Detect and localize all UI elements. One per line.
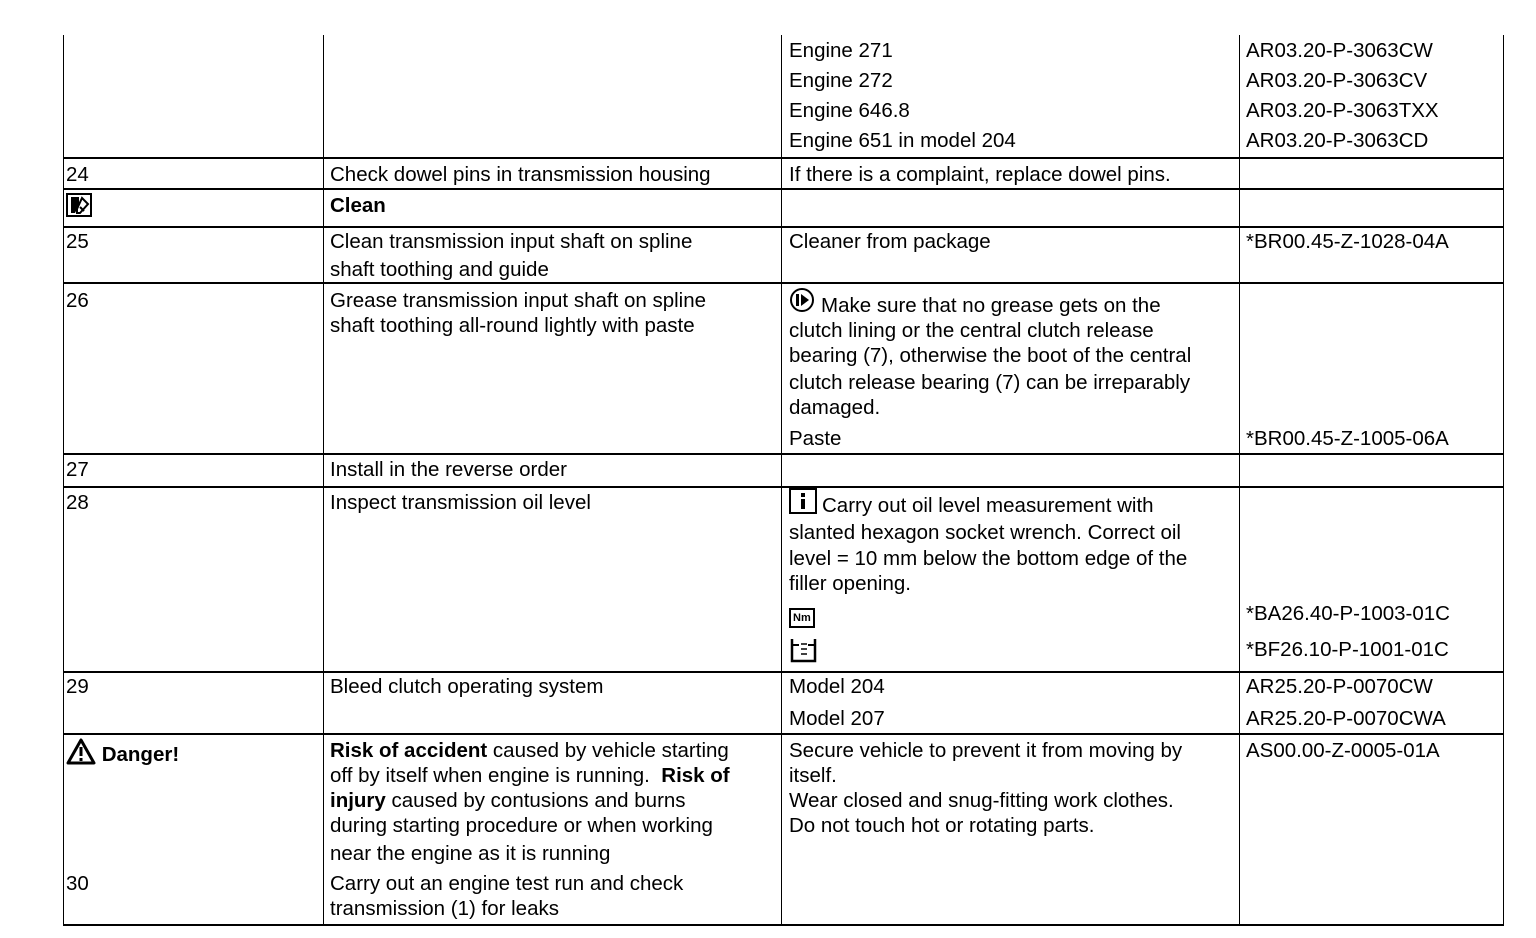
- step-text: Carry out an engine test run and check: [330, 872, 684, 895]
- note-text: Do not touch hot or rotating parts.: [789, 814, 1095, 837]
- reference-link[interactable]: AR03.20-P-3063CV: [1246, 69, 1428, 92]
- step-text: transmission (1) for leaks: [330, 897, 559, 920]
- reference-link[interactable]: *BR00.45-Z-1005-06A: [1246, 427, 1449, 450]
- row-border: [63, 733, 1504, 735]
- danger-text-line: during starting procedure or when working: [330, 814, 713, 837]
- danger-text-line: injury caused by contusions and burns: [330, 789, 686, 812]
- clean-procedure-icon: [66, 193, 92, 220]
- row-border: [63, 486, 1504, 488]
- step-text: Grease transmission input shaft on spline: [330, 289, 707, 312]
- note-text: filler opening.: [789, 572, 911, 595]
- note-text: clutch release bearing (7) can be irreparably: [789, 371, 1191, 394]
- note-text: level = 10 mm below the bottom edge of the: [789, 547, 1188, 570]
- engine-label: Engine 271: [789, 39, 893, 62]
- engine-label: Engine 651 in model 204: [789, 129, 1016, 152]
- engine-label: Engine 646.8: [789, 99, 910, 122]
- row-border: [63, 924, 1504, 926]
- col-border-right: [1503, 35, 1504, 926]
- warning-triangle-icon: [66, 738, 96, 765]
- capacity-icon: [789, 636, 819, 667]
- step-note: Cleaner from package: [789, 230, 991, 253]
- step-note: Paste: [789, 427, 842, 450]
- col-border-3: [781, 35, 782, 926]
- note-text: Wear closed and snug-fitting work clothes.: [789, 789, 1174, 812]
- step-number: 30: [66, 872, 89, 895]
- model-label: Model 204: [789, 675, 885, 698]
- col-border-left: [63, 35, 64, 926]
- row-border: [63, 188, 1504, 190]
- section-heading: Clean: [330, 194, 386, 217]
- info-icon: [789, 488, 817, 517]
- note-text: bearing (7), otherwise the boot of the central: [789, 344, 1192, 367]
- reference-link[interactable]: AR03.20-P-3063CW: [1246, 39, 1433, 62]
- note-text: clutch lining or the central clutch release: [789, 319, 1154, 342]
- step-text: Install in the reverse order: [330, 458, 568, 481]
- reference-link[interactable]: AR25.20-P-0070CW: [1246, 675, 1433, 698]
- reference-link[interactable]: AR03.20-P-3063CD: [1246, 129, 1429, 152]
- torque-icon: Nm: [789, 602, 815, 628]
- step-text: shaft toothing and guide: [330, 258, 549, 281]
- reference-link[interactable]: *BA26.40-P-1003-01C: [1246, 602, 1450, 625]
- reference-link[interactable]: AR03.20-P-3063TXX: [1246, 99, 1439, 122]
- step-number: 25: [66, 230, 89, 253]
- reference-link[interactable]: *BR00.45-Z-1028-04A: [1246, 230, 1449, 253]
- row-border: [63, 157, 1504, 159]
- step-number: 28: [66, 491, 89, 514]
- note-arrow-icon: [789, 287, 815, 316]
- note-text: slanted hexagon socket wrench. Correct oil: [789, 521, 1181, 544]
- note-text: Carry out oil level measurement with: [822, 494, 1154, 517]
- row-border: [63, 453, 1504, 455]
- note-text: Make sure that no grease gets on the: [821, 294, 1161, 317]
- step-number: 29: [66, 675, 89, 698]
- row-border: [63, 226, 1504, 228]
- step-number: 27: [66, 458, 89, 481]
- col-border-4: [1239, 35, 1240, 926]
- step-text: shaft toothing all-round lightly with paste: [330, 314, 695, 337]
- danger-warning: [66, 738, 179, 767]
- step-text: Clean transmission input shaft on spline: [330, 230, 693, 253]
- note-text: damaged.: [789, 396, 881, 419]
- engine-label: Engine 272: [789, 69, 893, 92]
- step-number: 26: [66, 289, 89, 312]
- note-text: itself.: [789, 764, 837, 787]
- step-note: If there is a complaint, replace dowel pins.: [789, 163, 1171, 186]
- reference-link[interactable]: AR25.20-P-0070CWA: [1246, 707, 1446, 730]
- danger-label: Danger!: [101, 743, 180, 766]
- step-text: Check dowel pins in transmission housing: [330, 163, 711, 186]
- step-number: 24: [66, 163, 89, 186]
- note-text: Secure vehicle to prevent it from moving by: [789, 739, 1183, 762]
- step-text: Bleed clutch operating system: [330, 675, 604, 698]
- model-label: Model 207: [789, 707, 885, 730]
- row-border: [63, 282, 1504, 284]
- col-border-2: [323, 35, 324, 926]
- reference-link[interactable]: *BF26.10-P-1001-01C: [1246, 638, 1449, 661]
- danger-text-line: Risk of accident caused by vehicle starting: [330, 739, 729, 762]
- danger-text-line: near the engine as it is running: [330, 842, 611, 865]
- danger-text-line: off by itself when engine is running. Risk of: [330, 764, 730, 787]
- reference-link[interactable]: AS00.00-Z-0005-01A: [1246, 739, 1440, 762]
- row-border: [63, 671, 1504, 673]
- step-text: Inspect transmission oil level: [330, 491, 591, 514]
